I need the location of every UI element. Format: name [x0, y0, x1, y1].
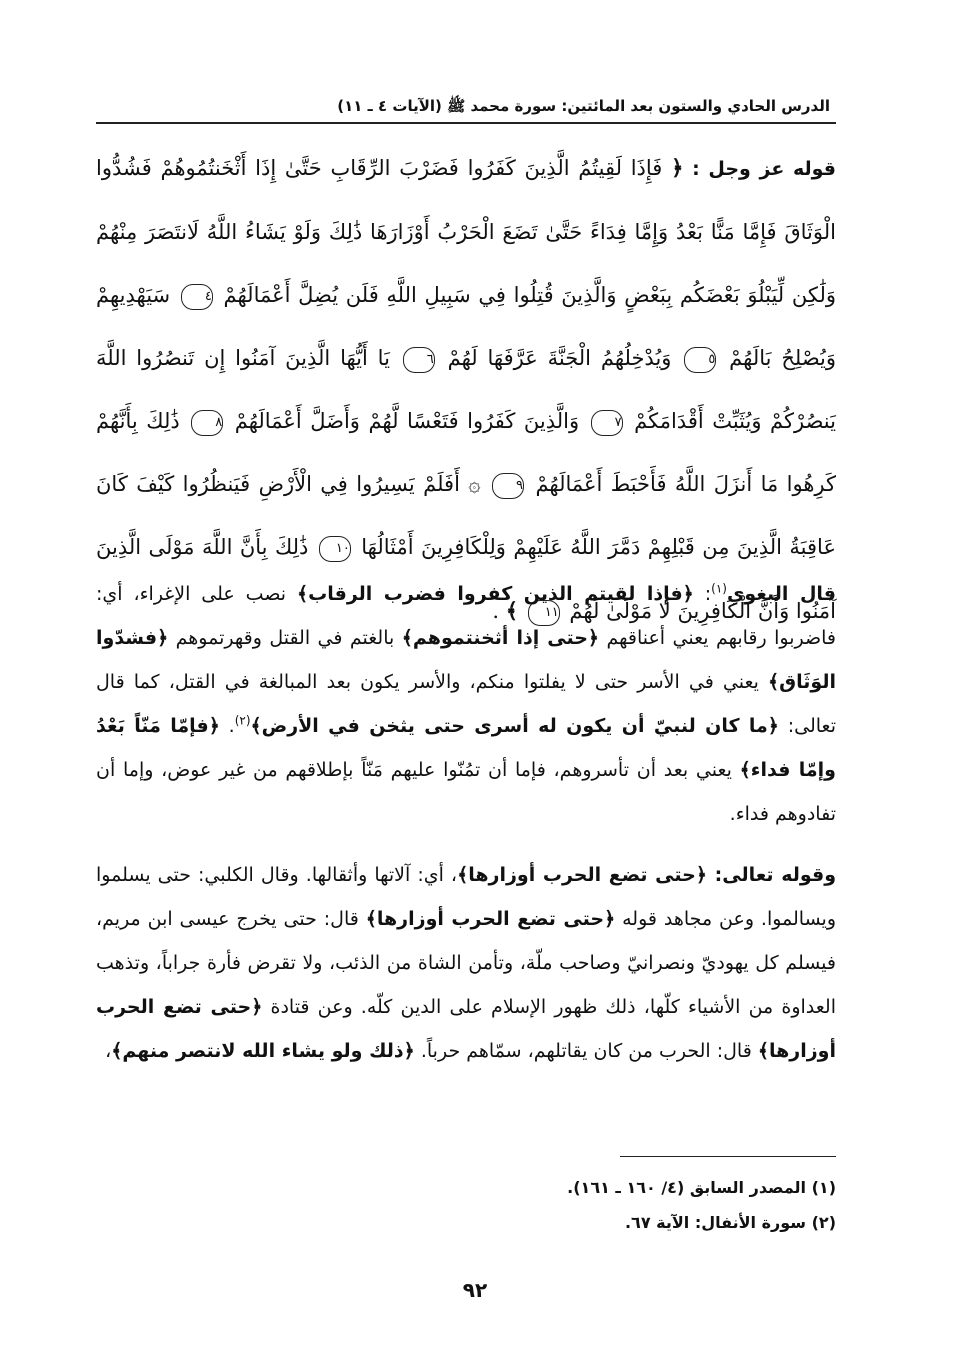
footnotes: [96, 1170, 836, 1240]
paragraph-text: .: [219, 715, 235, 737]
quoted-verse: ﴿ما كان لنبيّ أن يكون له أسرى حتى يثخن في الأرض﴾: [250, 715, 779, 737]
quoted-verse: ﴿ذلك ولو يشاء الله لانتصر منهم﴾: [111, 1040, 415, 1062]
verse-intro: قوله عز وجل :: [692, 158, 836, 180]
paragraph-text: قال: الحرب من كان يقاتلهم، سمّاهم حرباً.: [414, 1040, 758, 1062]
ayah-number-marker: ٥: [684, 347, 716, 373]
footnote-item: (٢) سورة الأنفال: الآية ٦٧.: [624, 1213, 836, 1232]
paragraph-lead: وقوله تعالى:: [707, 864, 837, 886]
verse-text: يَا أَيُّهَا الَّذِينَ آمَنُوا إِن تَنصُرُوا اللَّهَ يَنصُرْكُمْ وَيُثَبِّتْ أَقْدَامَكُمْ: [96, 346, 836, 433]
footnote-reference: (١): [711, 581, 727, 596]
quoted-verse: ﴿فإمّا مَنّاً بَعْدُ وإمّا فداء﴾: [96, 715, 836, 781]
quoted-verse: ﴿فإذا لقيتم الذين كفروا فضرب الرقاب﴾: [297, 583, 694, 605]
ayah-number-marker: ٦: [403, 347, 435, 373]
verse-end-mark: .: [492, 599, 500, 623]
paragraph-text: قال: حتى يخرج عيسى ابن مريم، فيسلم كل يهوديّ ونصرانيّ وصاحب ملّة، وتأمن الشاة من الذئب، ولا تقرض فأرة جراباً، وتذهب العداوة من الأشياء كلّها، ذلك ظهور الإسلام على الدين كلّه. وعن قتادة: [96, 908, 836, 1018]
author-name: قال البغوي: [726, 583, 837, 605]
commentary-paragraph: [96, 853, 836, 1073]
paragraph-text: :: [693, 583, 712, 605]
ayah-number-marker: ١٠: [319, 536, 351, 562]
quoted-verse: ﴿حتى تضع الحرب أوزارها﴾: [365, 908, 616, 930]
quoted-verse: ﴿حتى تضع الحرب أوزارها﴾: [96, 996, 836, 1062]
ayah-number-marker: ٤: [181, 284, 213, 310]
paragraph-text: ، أي: آلاتها وأثقالها. وقال الكلبي: حتى يسلموا ويسالموا. وعن مجاهد قوله: [96, 864, 837, 930]
paragraph-text: يعني بعد أن تأسروهم، فإما أن تمُنّوا عليهم مَنّاً بإطلاقهم من غير عوض، وإما أن تفادوهم فداء.: [96, 759, 836, 825]
paragraph-text: نصب على الإغراء، أي: فاضربوا رقابهم يعني أعناقهم: [96, 583, 836, 649]
verse-text: فَإِذَا لَقِيتُمُ الَّذِينَ كَفَرُوا فَضَرْبَ الرِّقَابِ حَتَّىٰ إِذَا أَثْخَنتُمُوهُمْ فَشُدُّوا الْوَثَاقَ فَإِمَّا مَنًّا بَعْدُ وَإِمَّا فِدَاءً حَتَّىٰ تَضَعَ الْحَرْبُ أَوْزَارَهَا ذَٰلِكَ وَلَوْ يَشَاءُ اللَّهُ لَانتَصَرَ مِنْهُمْ وَلَٰكِن لِّيَبْلُوَ بَعْضَكُم بِبَعْضٍ وَالَّذِينَ قُتِلُوا فِي سَبِيلِ اللَّهِ فَلَن يُضِلَّ أَعْمَالَهُمْ: [96, 156, 837, 307]
verse-text: ذَٰلِكَ بِأَنَّ اللَّهَ مَوْلَى الَّذِينَ آمَنُوا وَأَنَّ الْكَافِرِينَ لَا مَوْلَىٰ لَهُمْ: [96, 535, 836, 623]
paragraph-text: بالغتم في القتل وقهرتموهم: [168, 627, 402, 649]
verse-open-bracket: ﴿: [671, 155, 684, 180]
running-header: الدرس الحادي والستون بعد المائتين: سورة محمد ﷺ (الآيات ٤ ـ ١١): [337, 97, 830, 115]
ayah-number-marker: ٧: [591, 410, 623, 436]
ayah-number-marker: ١١: [528, 600, 560, 626]
quoted-verse: ﴿فشدّوا الوَثَاق﴾: [96, 627, 836, 693]
verse-text: ذَٰلِكَ بِأَنَّهُمْ كَرِهُوا مَا أَنزَلَ اللَّهُ فَأَحْبَطَ أَعْمَالَهُمْ: [96, 409, 837, 496]
quran-verses-block: [96, 136, 836, 643]
header-divider: [96, 122, 836, 124]
verse-close-bracket: ﴾: [505, 598, 519, 623]
verse-text: ۞ أَفَلَمْ يَسِيرُوا فِي الْأَرْضِ فَيَنظُرُوا كَيْفَ كَانَ عَاقِبَةُ الَّذِينَ مِن قَبْلِهِمْ دَمَّرَ اللَّهُ عَلَيْهِمْ وَلِلْكَافِرِينَ أَمْثَالُهَا: [96, 472, 836, 559]
page-number: ٩٢: [462, 1278, 488, 1302]
paragraph-text: يعني في الأسر حتى لا يفلتوا منكم، والأسر يكون بعد المبالغة في القتل، كما قال تعالى:: [96, 671, 837, 737]
footnote-reference: (٢): [234, 713, 251, 728]
verse-text: وَيُدْخِلُهُمُ الْجَنَّةَ عَرَّفَهَا لَهُمْ: [447, 346, 672, 370]
ayah-number-marker: ٨: [191, 410, 223, 436]
footnote-item: (١) المصدر السابق (٤/ ١٦٠ ـ ١٦١).: [567, 1178, 836, 1197]
verse-text: وَالَّذِينَ كَفَرُوا فَتَعْسًا لَّهُمْ وَأَضَلَّ أَعْمَالَهُمْ: [234, 409, 580, 433]
quoted-verse: ﴿حتى تضع الحرب أوزارها﴾: [457, 864, 707, 886]
paragraph-text: ،: [105, 1040, 112, 1062]
quoted-verse: ﴿حتى إذا أثخنتموهم﴾: [401, 627, 600, 649]
commentary-paragraph: [96, 572, 836, 836]
footnote-divider: [620, 1156, 836, 1157]
ayah-number-marker: ٩: [492, 473, 524, 499]
verse-text: سَيَهْدِيهِمْ وَيُصْلِحُ بَالَهُمْ: [96, 283, 837, 370]
